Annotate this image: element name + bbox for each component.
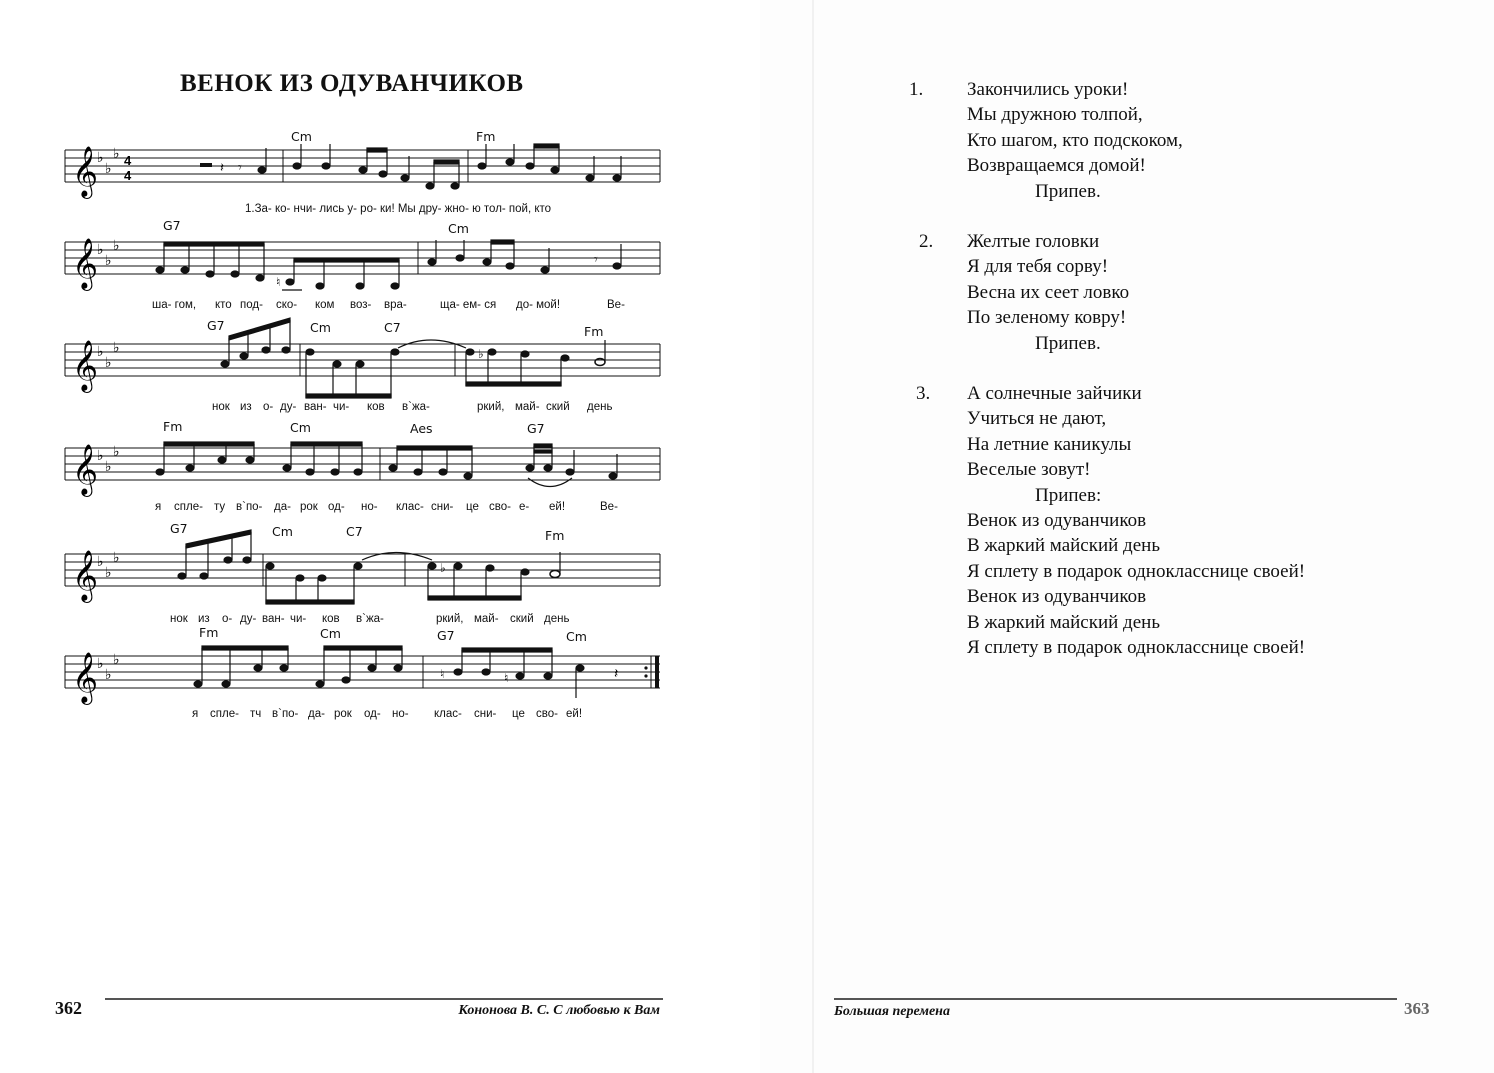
svg-text:Ве-: Ве- — [607, 299, 625, 311]
svg-text:ков: ков — [367, 401, 385, 413]
svg-text:ско-: ско- — [276, 299, 298, 311]
svg-text:ков: ков — [322, 613, 340, 625]
chord-symbol: C7 — [346, 524, 363, 539]
svg-text:май-: май- — [515, 401, 540, 413]
lyric-line — [152, 299, 625, 311]
svg-text:ркий,: ркий, — [436, 613, 464, 625]
svg-text:сво-: сво- — [489, 501, 511, 513]
svg-text:♭: ♭ — [97, 554, 104, 570]
svg-text:но-: но- — [392, 708, 409, 720]
svg-text:ван-: ван- — [304, 401, 327, 413]
treble-clef-icon: 𝄞 — [72, 238, 99, 289]
flat-sign-icon: ♭ — [478, 347, 484, 361]
svg-text:тч: тч — [250, 708, 262, 720]
verse-line: Учиться не дают, — [967, 408, 1107, 430]
svg-text:♭: ♭ — [113, 550, 120, 566]
chord-symbol: G7 — [163, 218, 181, 233]
svg-text:рок: рок — [334, 708, 352, 720]
svg-text:день: день — [544, 613, 570, 625]
svg-text:од-: од- — [328, 501, 345, 513]
svg-text:ркий,: ркий, — [477, 401, 505, 413]
key-signature-flats — [97, 444, 120, 475]
chord-symbol: Fm — [584, 324, 604, 339]
music-system-2 — [0, 215, 760, 315]
verse-line: Веселые зовут! — [967, 459, 1091, 481]
refrain-marker: Припев. — [1035, 180, 1101, 202]
repeat-dot — [644, 666, 647, 669]
rest-icon: 𝄽 — [220, 160, 224, 175]
verse-line: На летние каникулы — [967, 433, 1132, 455]
svg-text:сни-: сни- — [431, 501, 454, 513]
chord-symbol: Cm — [272, 524, 293, 539]
svg-text:в`по-: в`по- — [236, 501, 263, 513]
svg-text:ский: ский — [510, 613, 534, 625]
natural-sign-icon: ♮ — [276, 275, 281, 289]
page-number-right: 363 — [1404, 999, 1430, 1018]
svg-text:ту: ту — [214, 501, 226, 513]
chord-symbol: G7 — [207, 318, 225, 333]
song-title: ВЕНОК ИЗ ОДУВАНЧИКОВ — [180, 70, 524, 97]
key-signature-flats — [97, 146, 120, 177]
svg-text:в`жа-: в`жа- — [356, 613, 384, 625]
staff-lines — [65, 656, 660, 688]
svg-text:под-: под- — [240, 299, 263, 311]
key-signature-flats — [97, 550, 120, 581]
lyric-line: 1.За- ко- нчи- лись у- ро- ки! Мы дру- жно- ю тол- пой, кто — [245, 203, 552, 215]
treble-clef-icon: 𝄞 — [72, 340, 99, 391]
music-system-5 — [0, 516, 760, 626]
natural-sign-icon: ♮ — [440, 667, 445, 681]
svg-text:о-: о- — [263, 401, 274, 413]
key-signature-flats — [97, 340, 120, 371]
svg-text:рок: рок — [300, 501, 318, 513]
refrain-marker: Припев. — [1035, 332, 1101, 354]
notes-measure-5 — [178, 530, 529, 604]
svg-text:4: 4 — [124, 153, 132, 168]
svg-text:чи-: чи- — [290, 613, 307, 625]
eighth-rest-icon: 𝄾 — [238, 160, 242, 176]
svg-text:день: день — [587, 401, 613, 413]
verse-line: Возвращаемся домой! — [967, 155, 1146, 177]
svg-text:я: я — [192, 708, 199, 720]
svg-text:е-: е- — [519, 501, 530, 513]
svg-text:ей!: ей! — [566, 708, 583, 720]
half-rest-icon — [200, 163, 212, 167]
svg-text:но-: но- — [361, 501, 378, 513]
chord-symbol: Cm — [291, 129, 312, 144]
chord-symbol: Fm — [163, 419, 183, 434]
chord-symbol: Cm — [320, 626, 341, 641]
chorus-line: Я сплету в подарок однокласснице своей! — [967, 560, 1306, 582]
verse-line: Кто шагом, кто подскоком, — [967, 129, 1183, 151]
page-number-left: 362 — [55, 998, 82, 1018]
svg-text:сво-: сво- — [536, 708, 558, 720]
footer-rule-right — [834, 998, 1397, 1000]
verse-line: Желтые головки — [967, 231, 1100, 252]
lyric-line — [212, 401, 612, 413]
verse-line: А солнечные зайчики — [967, 383, 1142, 404]
treble-clef-icon: 𝄞 — [72, 550, 99, 601]
svg-text:♭: ♭ — [113, 146, 120, 162]
svg-text:в`жа-: в`жа- — [402, 401, 430, 413]
svg-text:♭: ♭ — [113, 652, 120, 668]
chorus-line: Венок из одуванчиков — [967, 509, 1147, 531]
chord-symbol: G7 — [437, 628, 455, 643]
chord-symbol: C7 — [384, 320, 401, 335]
svg-text:♭: ♭ — [97, 448, 104, 464]
svg-text:спле-: спле- — [210, 708, 239, 720]
svg-text:клас-: клас- — [434, 708, 462, 720]
natural-sign-icon: ♮ — [504, 671, 509, 685]
key-signature-flats — [97, 652, 120, 683]
verse-line: Закончились уроки! — [967, 79, 1129, 100]
svg-text:♭: ♭ — [97, 656, 104, 672]
repeat-dot — [644, 674, 647, 677]
svg-text:ей!: ей! — [549, 501, 566, 513]
svg-text:вра-: вра- — [384, 299, 407, 311]
lyric-line — [155, 501, 618, 513]
svg-text:♭: ♭ — [97, 150, 104, 166]
verse-line: Я для тебя сорву! — [967, 256, 1109, 278]
svg-text:це: це — [512, 708, 525, 720]
chorus-line: В жаркий майский день — [967, 535, 1160, 557]
chord-symbol: Fm — [199, 625, 219, 640]
svg-text:♭: ♭ — [97, 344, 104, 360]
footer-book-credit: Кононова В. С. С любовью к Вам — [458, 1003, 660, 1018]
svg-text:♭: ♭ — [105, 253, 112, 269]
svg-text:да-: да- — [308, 708, 325, 720]
svg-text:из: из — [198, 613, 210, 625]
eighth-rest-icon: 𝄾 — [594, 252, 598, 268]
svg-text:♭: ♭ — [113, 340, 120, 356]
music-system-1 — [0, 125, 760, 225]
svg-text:♭: ♭ — [105, 161, 112, 177]
svg-text:♭: ♭ — [105, 355, 112, 371]
chord-symbol: G7 — [170, 521, 188, 536]
verse-line: Мы дружною толпой, — [967, 104, 1143, 126]
svg-text:♭: ♭ — [97, 242, 104, 258]
staff-lines — [65, 150, 660, 182]
svg-text:ду-: ду- — [240, 613, 257, 625]
lyric-line — [192, 708, 582, 720]
svg-text:да-: да- — [274, 501, 291, 513]
treble-clef-icon: 𝄞 — [72, 444, 99, 495]
footer-section-title: Большая перемена — [834, 1004, 950, 1019]
svg-text:ду-: ду- — [280, 401, 297, 413]
footer-rule-left — [105, 998, 663, 1000]
final-barline — [655, 656, 659, 688]
svg-text:♭: ♭ — [113, 444, 120, 460]
chord-symbol: Fm — [476, 129, 496, 144]
time-signature — [124, 153, 132, 183]
chord-symbol: Cm — [310, 320, 331, 335]
svg-text:ша- гом,: ша- гом, — [152, 299, 197, 311]
half-note — [550, 571, 560, 578]
svg-text:до- мой!: до- мой! — [516, 299, 561, 311]
svg-text:♭: ♭ — [105, 667, 112, 683]
svg-text:я: я — [155, 501, 162, 513]
treble-clef-icon: 𝄞 — [72, 652, 99, 703]
svg-text:нок: нок — [170, 613, 188, 625]
svg-text:ван-: ван- — [262, 613, 285, 625]
staff-lines — [65, 554, 660, 586]
svg-text:♭: ♭ — [105, 565, 112, 581]
svg-text:ский: ский — [546, 401, 570, 413]
chord-symbol: Cm — [566, 629, 587, 644]
chord-symbol: Cm — [448, 221, 469, 236]
music-system-3 — [0, 312, 760, 422]
verse-number: 3. — [916, 383, 931, 404]
svg-text:воз-: воз- — [350, 299, 372, 311]
svg-text:в`по-: в`по- — [272, 708, 299, 720]
svg-text:май-: май- — [474, 613, 499, 625]
treble-clef-icon: 𝄞 — [72, 146, 99, 197]
svg-text:Ве-: Ве- — [600, 501, 618, 513]
chord-symbol: Fm — [545, 528, 565, 543]
chord-symbol: Cm — [290, 420, 311, 435]
book-gutter — [812, 0, 814, 1073]
verse-number: 1. — [909, 79, 924, 100]
chorus-line: Я сплету в подарок однокласснице своей! — [967, 636, 1306, 658]
svg-text:о-: о- — [222, 613, 233, 625]
svg-text:кто: кто — [215, 299, 232, 311]
svg-text:це: це — [466, 501, 479, 513]
music-system-6 — [0, 622, 760, 722]
svg-text:спле-: спле- — [174, 501, 203, 513]
staff-lines — [65, 344, 660, 376]
chord-symbol: Aes — [410, 421, 433, 436]
key-signature-flats — [97, 238, 120, 269]
svg-text:♭: ♭ — [113, 238, 120, 254]
music-system-4 — [0, 415, 760, 515]
refrain-marker: Припев: — [1035, 484, 1102, 506]
svg-text:♭: ♭ — [105, 459, 112, 475]
chord-symbol: G7 — [527, 421, 545, 436]
svg-text:из: из — [240, 401, 252, 413]
chorus-line: В жаркий майский день — [967, 611, 1160, 633]
svg-text:ща- ем- ся: ща- ем- ся — [440, 299, 497, 311]
svg-text:од-: од- — [364, 708, 381, 720]
flat-sign-icon: ♭ — [440, 561, 446, 575]
quarter-rest-icon: 𝄽 — [614, 666, 619, 682]
verse-number: 2. — [919, 231, 934, 252]
svg-text:клас-: клас- — [396, 501, 424, 513]
svg-text:чи-: чи- — [333, 401, 350, 413]
verse-line: Весна их сеет ловко — [967, 281, 1130, 303]
svg-text:нок: нок — [212, 401, 230, 413]
chorus-line: Венок из одуванчиков — [967, 586, 1147, 608]
svg-text:4: 4 — [124, 168, 132, 183]
svg-text:сни-: сни- — [474, 708, 497, 720]
verse-line: По зеленому ковру! — [967, 307, 1127, 329]
notes-measure-2 — [156, 240, 621, 290]
svg-text:ком: ком — [315, 299, 335, 311]
slur — [528, 478, 572, 487]
